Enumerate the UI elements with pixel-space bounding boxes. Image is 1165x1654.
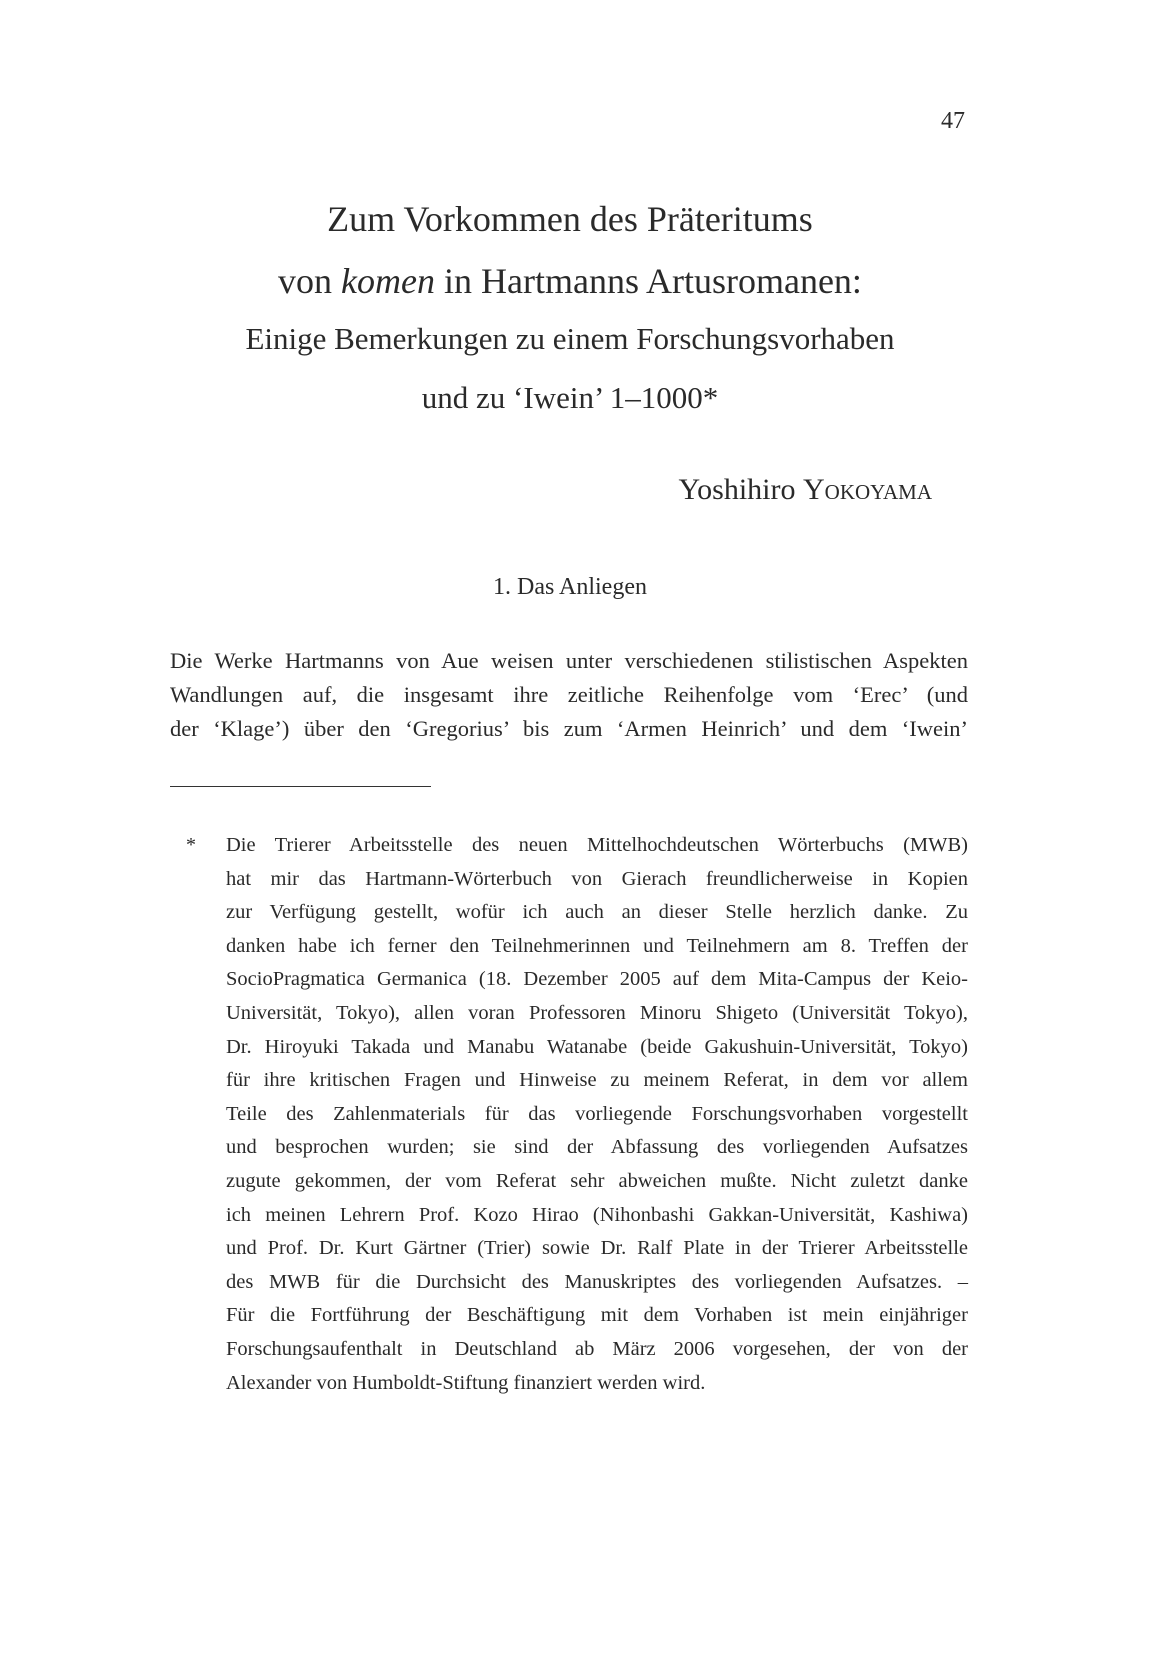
footnote-line: Alexander von Humboldt-Stiftung finanziert werden wird. (226, 1371, 706, 1394)
footnote-line: Die Trierer Arbeitsstelle des neuen Mittelhochdeutschen Wörterbuchs (MWB) (226, 834, 968, 856)
title-italic-term: komen (341, 261, 436, 301)
footnote-line: Universität, Tokyo), allen voran Professoren Minoru Shigeto (Universität Tokyo), (226, 1002, 968, 1024)
footnote-line: für ihre kritischen Fragen und Hinweise zu meinem Referat, in dem vor allem (226, 1069, 968, 1092)
footnote-line: Forschungsaufenthalt in Deutschland ab März 2006 vorgesehen, der von der (226, 1338, 968, 1360)
author (500, 473, 932, 507)
footnote-line: Für die Fortführung der Beschäftigung mit dem Vorhaben ist mein einjähriger (226, 1304, 968, 1327)
title-text: von (278, 261, 342, 301)
footnote-line: SocioPragmatica Germanica (18. Dezember 2005 auf dem Mita-Campus der Keio- (226, 968, 968, 991)
section-heading: 1. Das Anliegen (493, 574, 647, 600)
footnote-line: ich meinen Lehrern Prof. Kozo Hirao (Nihonbashi Gakkan-Universität, Kashiwa) (226, 1203, 968, 1226)
footnote-line: zugute gekommen, der vom Referat sehr abweichen mußte. Nicht zuletzt danke (226, 1170, 968, 1192)
footnote-line: Dr. Hiroyuki Takada und Manabu Watanabe (beide Gakushuin-Universität, Tokyo) (226, 1035, 968, 1058)
body-line: Die Werke Hartmanns von Aue weisen unter verschiedenen stilistischen Aspekten (170, 648, 968, 673)
footnote-line: danken habe ich ferner den Teilnehmerinnen und Teilnehmern am 8. Treffen der (226, 934, 968, 957)
footnote-marker: * (186, 834, 196, 856)
subtitle-line-2: und zu ‘Iwein’ 1–1000* (421, 380, 719, 415)
title-line-2 (0, 260, 1140, 302)
title-text: in Hartmanns Artusromanen: (435, 261, 862, 301)
author-given-name: Yoshihiro (678, 473, 796, 506)
footnote-line: und Prof. Dr. Kurt Gärtner (Trier) sowie Dr. Ralf Plate in der Trierer Arbeitsstelle (226, 1237, 968, 1260)
subtitle-line-1: Einige Bemerkungen zu einem Forschungsvorhaben (245, 321, 895, 356)
body-line: der ‘Klage’) über den ‘Gregorius’ bis zum ‘Armen Heinrich’ und dem ‘Iwein’ (170, 716, 968, 741)
footnote-line: zur Verfügung gestellt, wofür ich auch an dieser Stelle herzlich danke. Zu (226, 901, 968, 924)
body-line: Wandlungen auf, die insgesamt ihre zeitliche Reihenfolge vom ‘Erec’ (und (170, 682, 968, 707)
author-family-name: Yokoyama (802, 473, 932, 506)
title-line-1: Zum Vorkommen des Präteritums (327, 199, 813, 239)
footnote-line: Teile des Zahlenmaterials für das vorliegende Forschungsvorhaben vorgestellt (226, 1102, 968, 1125)
footnote-line: des MWB für die Durchsicht des Manuskriptes des vorliegenden Aufsatzes. – (226, 1270, 968, 1293)
footnote-separator (170, 786, 431, 787)
page-number: 47 (941, 108, 965, 134)
footnote-line: und besprochen wurden; sie sind der Abfassung des vorliegenden Aufsatzes (226, 1136, 968, 1159)
footnote-line: hat mir das Hartmann-Wörterbuch von Gierach freundlicherweise in Kopien (226, 867, 968, 890)
